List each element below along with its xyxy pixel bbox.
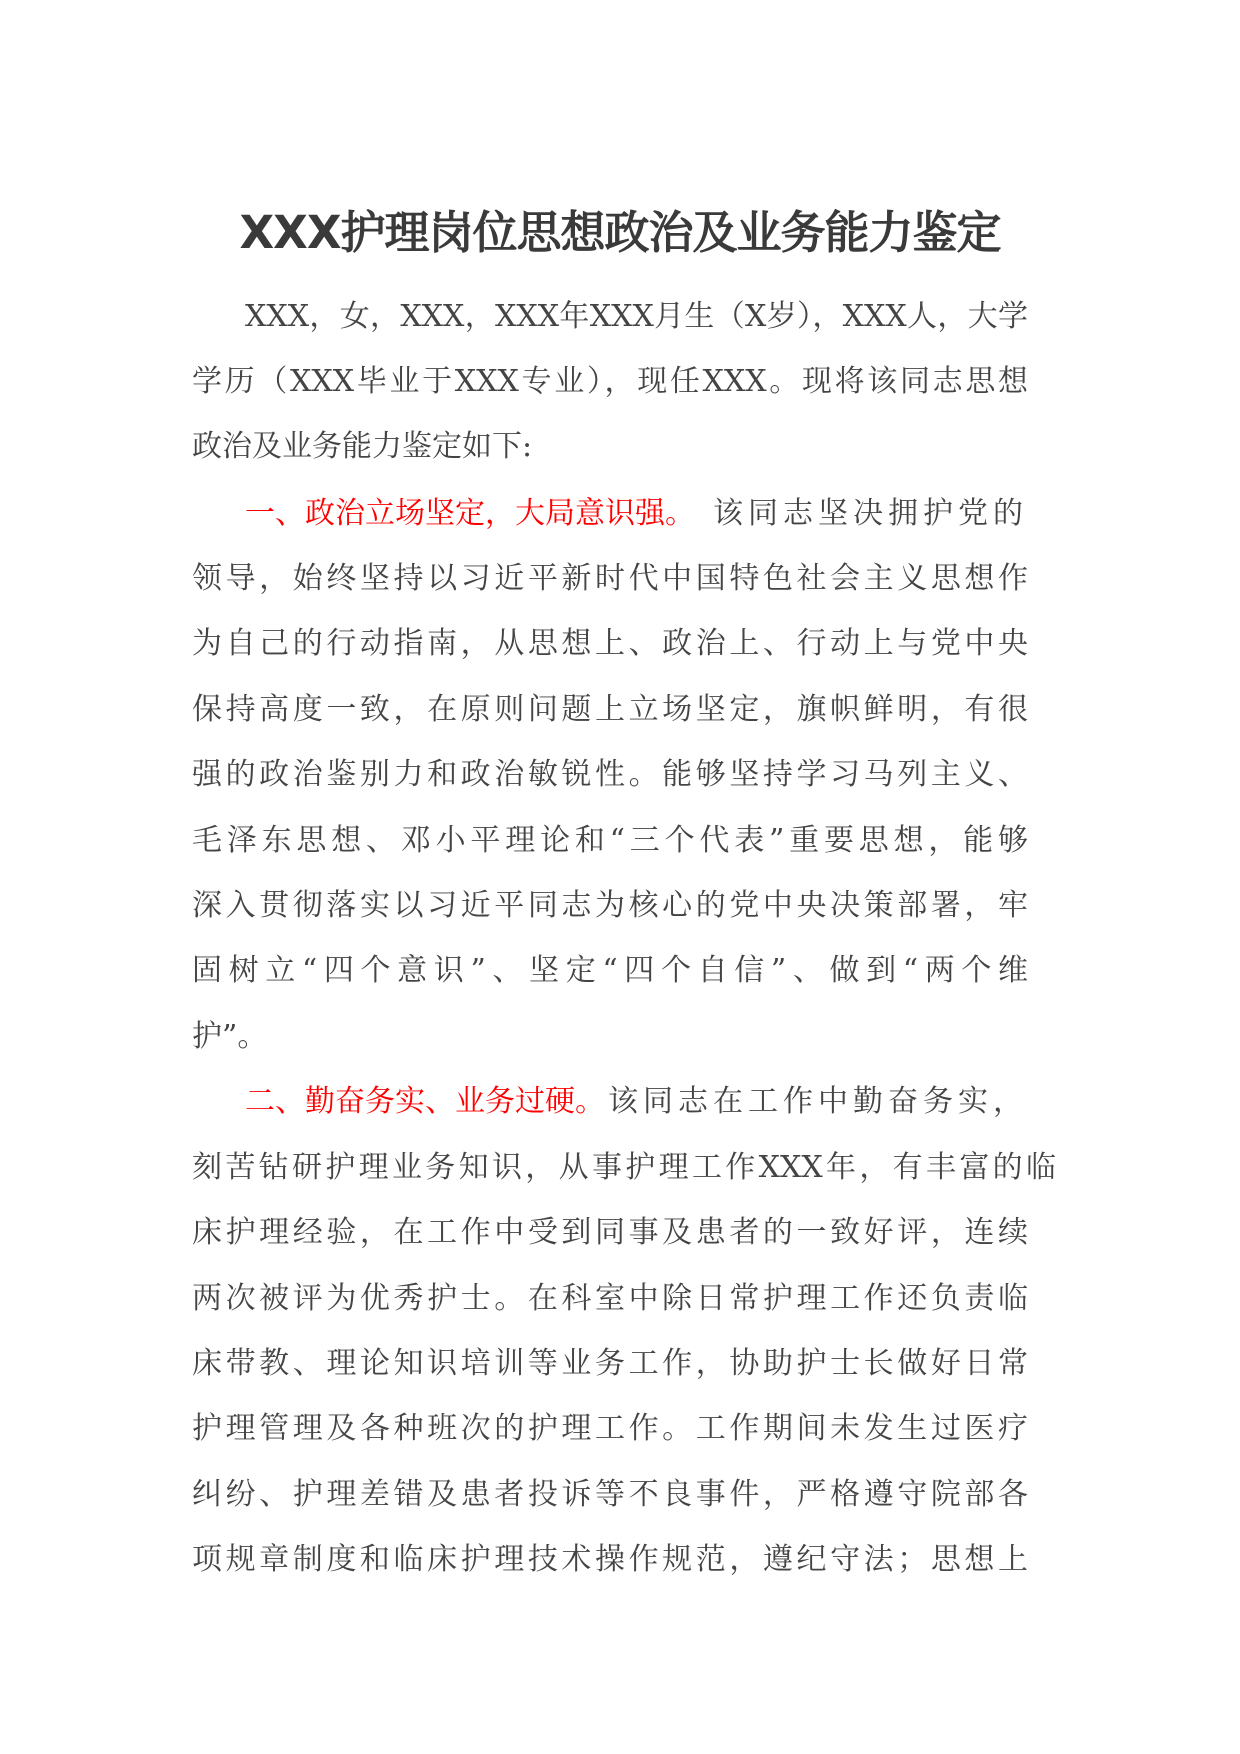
section1-first-line [245,481,1028,547]
section1-line: 护”。 [192,1019,268,1054]
section2-line: 两次被评为优秀护士。在科室中除日常护理工作还负责临 [192,1281,1028,1316]
intro-line: 学历（XXX毕业于XXX专业），现任XXX。现将该同志思想 [192,364,1028,399]
section1-line: 保持高度一致，在原则问题上立场坚定，旗帜鲜明，有很 [192,692,1028,727]
section2-line: 护理管理及各种班次的护理工作。工作期间未发生过医疗 [192,1411,1028,1446]
section2-line: 床带教、理论知识培训等业务工作，协助护士长做好日常 [192,1346,1028,1381]
section1-line: 领导，始终坚持以习近平新时代中国特色社会主义思想作 [192,561,1028,596]
section2-line: 刻苦钻研护理业务知识，从事护理工作XXX年，有丰富的临 [192,1150,1056,1185]
section2-text: 该同志在工作中勤奋务实， [608,1084,1028,1119]
document-title: XXX护理岗位思想政治及业务能力鉴定 [239,206,1001,259]
section1-line: 毛泽东思想、邓小平理论和“三个代表”重要思想，能够 [192,823,1028,858]
section1-line: 固树立“四个意识”、坚定“四个自信”、做到“两个维 [192,953,1028,988]
section1-text: 该同志坚决拥护党的 [713,496,1028,531]
intro-line: XXX，女，XXX，XXX年XXX月生（X岁），XXX人，大学 [245,299,1028,334]
section1-line: 为自己的行动指南，从思想上、政治上、行动上与党中央 [192,626,1028,661]
section2-line: 床护理经验，在工作中受到同事及患者的一致好评，连续 [192,1215,1028,1250]
section2-first-line [245,1069,1028,1135]
section1-line: 强的政治鉴别力和政治敏锐性。能够坚持学习马列主义、 [192,757,1028,792]
section2-line: 纠纷、护理差错及患者投诉等不良事件，严格遵守院部各 [192,1477,1028,1512]
section2-line: 项规章制度和临床护理技术操作规范，遵纪守法；思想上 [192,1542,1028,1577]
section1-line: 深入贯彻落实以习近平同志为核心的党中央决策部署，牢 [192,888,1028,923]
section1-heading: 一、政治立场坚定，大局意识强。 [245,496,695,531]
intro-line: 政治及业务能力鉴定如下: [192,429,533,464]
section2-heading: 二、勤奋务实、业务过硬。 [245,1084,605,1119]
